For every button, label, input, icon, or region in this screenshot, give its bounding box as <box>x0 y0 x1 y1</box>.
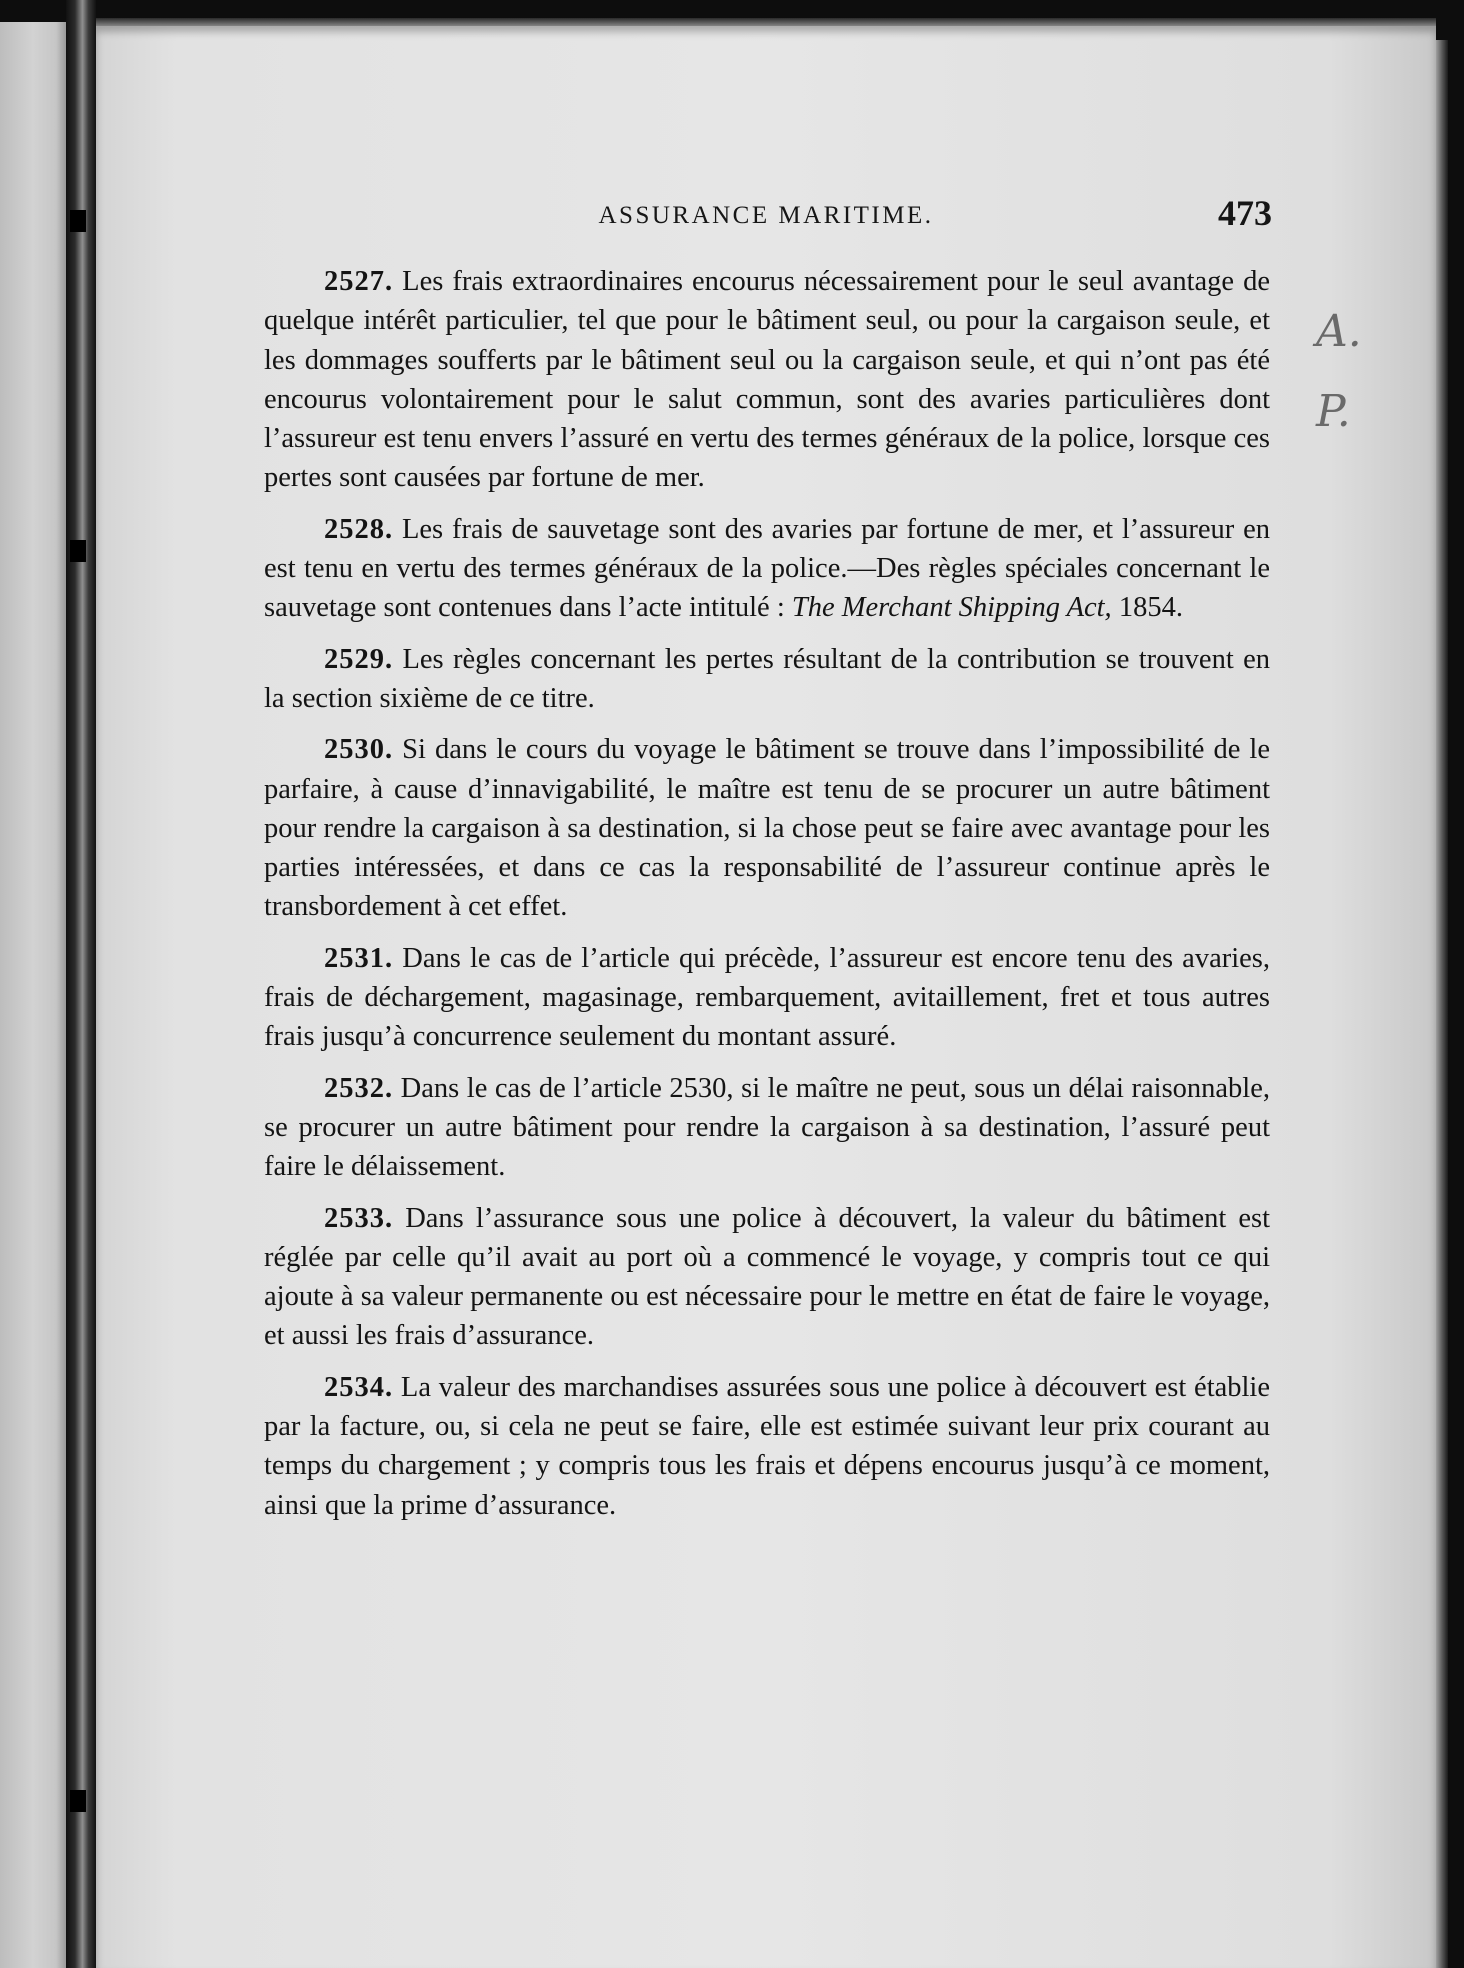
running-title: ASSURANCE MARITIME. <box>598 202 934 229</box>
article-number: 2533. <box>324 1202 394 1234</box>
article-text-year: 1854. <box>1118 592 1183 624</box>
binding-thread-mark <box>70 210 86 232</box>
article-number: 2534. <box>324 1371 394 1403</box>
article-text: Dans le cas de l’article qui précède, l’assureur est encore tenu des avaries, frais de déchargement, magasinage, rembarquement, avitaillement, fret et tous autres frais jusqu’à concurrence seulement du montant assuré. <box>264 942 1271 1053</box>
margin-note-line-2: P. <box>1316 386 1351 437</box>
binding-thread-mark <box>70 1790 86 1812</box>
page-right-edge <box>1436 40 1448 1968</box>
article-number: 2530. <box>324 734 394 766</box>
article-2533 <box>264 1199 1270 1356</box>
article-text: Dans l’assurance sous une police à découvert, la valeur du bâtiment est réglée par celle qu’il avait au port où a commencé le voyage, y compris tout ce qui ajoute à sa valeur permanente ou est nécessaire pour le mettre en état de faire le voyage, et aussi les frais d’assurance. <box>264 1202 1271 1352</box>
article-text: Si dans le cours du voyage le bâtiment se trouve dans l’impossibilité de le parfaire, à cause d’innavigabilité, le maître est tenu de se procurer un autre bâtiment pour rendre la cargaison à sa destination, si la chose peut se faire avec avantage pour les parties intéressées, et dans ce cas la responsabilité de l’assureur continue après le transbordement à cet effet. <box>264 734 1271 923</box>
article-text: Les règles concernant les pertes résultant de la contribution se trouvent en la section sixième de ce titre. <box>264 643 1271 714</box>
article-number: 2527. <box>324 266 394 297</box>
article-number: 2528. <box>324 513 394 545</box>
article-2532 <box>264 1069 1270 1187</box>
binding-thread-mark <box>70 540 86 562</box>
article-2530 <box>264 730 1270 926</box>
article-2531 <box>264 939 1270 1057</box>
article-number: 2531. <box>324 942 394 974</box>
article-2529 <box>264 640 1270 719</box>
article-text: Les frais de sauvetage sont des avaries par fortune de mer, et l’assureur en est tenu en vertu des termes généraux de la police.—Des règles spéciales concernant le sauvetage sont contenues dans l’acte intitulé : <box>264 513 1271 624</box>
article-2527 <box>264 262 1270 498</box>
article-text: La valeur des marchandises assurées sous une police à découvert est établie par la facture, ou, si cela ne peut se faire, elle est estimée suivant leur prix courant au temps du chargement ; y compris tous les frais et dépens encourus jusqu’à ce moment, ainsi que la prime d’assurance. <box>264 1371 1271 1521</box>
page-number: 473 <box>1218 193 1272 233</box>
facing-page-edge <box>0 22 66 1968</box>
article-text: Dans le cas de l’article 2530, si le maître ne peut, sous un délai raisonnable, se procurer un autre bâtiment pour rendre la cargaison à sa destination, l’assuré peut faire le délaissement. <box>264 1072 1270 1183</box>
article-2534 <box>264 1368 1270 1525</box>
body-text <box>264 262 1270 1537</box>
margin-note-line-1: A. <box>1316 306 1362 357</box>
running-header <box>260 192 1272 242</box>
cited-act-title: The Merchant Shipping Act, <box>791 592 1112 624</box>
handwritten-margin-note <box>1296 266 1376 466</box>
article-text: Les frais extraordinaires encourus nécessairement pour le seul avantage de quelque intérêt particulier, tel que pour le bâtiment seul, ou pour la cargaison seule, et les dommages soufferts par le bâtiment seul ou la cargaison seule, et qui n’ont pas été encourus volontairement pour le salut commun, sont des avaries particulières dont l’assureur est tenu envers l’assuré en vertu des termes généraux de la police, lorsque ces pertes sont causées par fortune de mer. <box>264 266 1270 494</box>
article-number: 2532. <box>324 1072 394 1104</box>
book-gutter <box>66 0 96 1968</box>
article-number: 2529. <box>324 643 394 675</box>
article-2528 <box>264 510 1270 628</box>
